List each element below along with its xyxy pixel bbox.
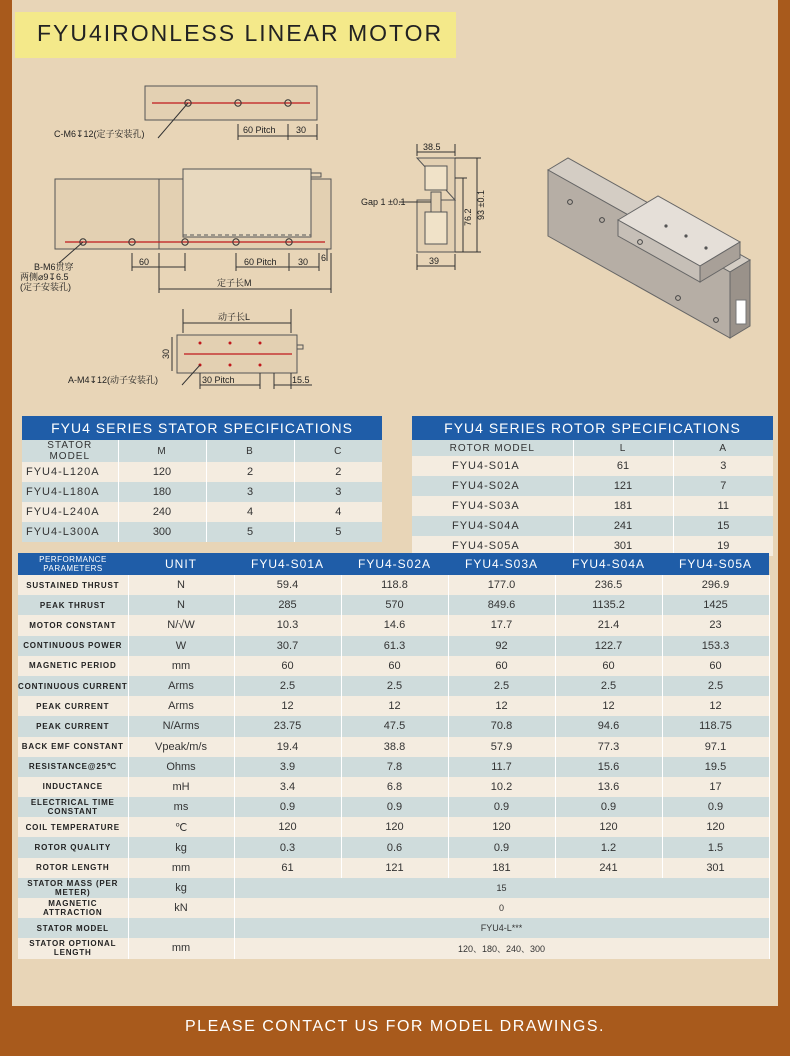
b-hole-line-2: 两侧⌀9↧6.5	[20, 272, 69, 282]
mount-hole	[704, 246, 707, 249]
value-cell: 3.9	[234, 757, 341, 777]
value-cell: 120	[234, 817, 341, 837]
value-cell: 177.0	[448, 575, 555, 595]
param-name-cell: MAGNETIC ATTRACTION	[18, 898, 128, 918]
unit-cell	[128, 918, 234, 938]
table-cell: 11	[673, 496, 773, 516]
value-cell: 12	[341, 696, 448, 716]
stator-top-view-drawing	[40, 80, 330, 150]
rotor-model-cell: FYU4-S01A	[412, 456, 573, 476]
footer-text: PLEASE CONTACT US FOR MODEL DRAWINGS.	[185, 1018, 605, 1035]
table-cell: 19	[673, 536, 773, 556]
table-row	[22, 522, 382, 542]
unit-cell: N	[128, 595, 234, 615]
perf-header-s04a: FYU4-S04A	[555, 553, 662, 575]
param-name-cell: PEAK CURRENT	[18, 696, 128, 716]
value-cell: 570	[341, 595, 448, 615]
perf-header-s02a: FYU4-S02A	[341, 553, 448, 575]
unit-cell: ℃	[128, 817, 234, 837]
table-cell: 181	[573, 496, 673, 516]
value-cell: 60	[341, 656, 448, 676]
dim-30b-label: 30	[161, 348, 171, 359]
stator-header-b: B	[206, 440, 294, 462]
mount-hole	[229, 364, 232, 367]
value-cell: 849.6	[448, 595, 555, 615]
table-row	[22, 482, 382, 502]
perf-header-unit: UNIT	[128, 553, 234, 575]
table-row	[18, 837, 769, 857]
unit-cell: N/Arms	[128, 716, 234, 736]
value-cell: 0.9	[341, 797, 448, 817]
table-row	[18, 918, 769, 938]
param-name-cell: SUSTAINED THRUST	[18, 575, 128, 595]
stator-header-model: STATOR MODEL	[22, 440, 118, 462]
unit-cell: kg	[128, 878, 234, 898]
a-hole-label: A-M4↧12(动子安装孔)	[68, 375, 159, 385]
value-cell: 23	[662, 615, 769, 635]
gap-label: Gap 1 ±0.1	[361, 197, 406, 207]
value-cell: 122.7	[555, 636, 662, 656]
table-cell: 121	[573, 476, 673, 496]
value-cell: 47.5	[341, 716, 448, 736]
table-cell: 4	[206, 502, 294, 522]
unit-cell: Vpeak/m/s	[128, 737, 234, 757]
mount-hole	[199, 342, 202, 345]
value-cell: 120	[448, 817, 555, 837]
value-cell: 61	[234, 858, 341, 878]
dim-30-label: 30	[296, 125, 307, 135]
value-cell: 94.6	[555, 716, 662, 736]
value-cell: 3.4	[234, 777, 341, 797]
value-cell: 70.8	[448, 716, 555, 736]
page-title: FYU4IRONLESS LINEAR MOTOR	[37, 20, 444, 46]
value-cell: 17.7	[448, 615, 555, 635]
mount-hole	[684, 234, 687, 237]
table-cell: 240	[118, 502, 206, 522]
dim-762-label: 76.2	[463, 208, 473, 226]
table-row	[18, 615, 769, 635]
unit-cell: Arms	[128, 676, 234, 696]
stator-model-cell: FYU4-L120A	[22, 462, 118, 482]
table-cell: 61	[573, 456, 673, 476]
table-cell: 7	[673, 476, 773, 496]
table-row	[18, 878, 769, 898]
value-cell: 10.2	[448, 777, 555, 797]
value-cell: 0	[234, 898, 769, 918]
unit-cell: Arms	[128, 696, 234, 716]
unit-cell: mm	[128, 656, 234, 676]
table-row	[18, 636, 769, 656]
performance-table-body	[18, 575, 769, 959]
pitch-60-label-2: 60 Pitch	[244, 257, 277, 267]
value-cell: 153.3	[662, 636, 769, 656]
param-name-cell: STATOR OPTIONAL LENGTH	[18, 938, 128, 958]
value-cell: 2.5	[555, 676, 662, 696]
table-row	[18, 938, 769, 958]
rotor-length-label: 动子长L	[218, 312, 251, 322]
rotor-header-a: A	[673, 440, 773, 456]
value-cell: 2.5	[448, 676, 555, 696]
value-cell: 13.6	[555, 777, 662, 797]
value-cell: 60	[555, 656, 662, 676]
mount-hole	[229, 342, 232, 345]
value-cell: 14.6	[341, 615, 448, 635]
rotor-model-cell: FYU4-S04A	[412, 516, 573, 536]
value-cell: 2.5	[341, 676, 448, 696]
stator-length-label: 定子长M	[217, 278, 252, 288]
value-cell: 77.3	[555, 737, 662, 757]
perf-header-s03a: FYU4-S03A	[448, 553, 555, 575]
footer-bar	[0, 1006, 790, 1056]
rotor-model-cell: FYU4-S02A	[412, 476, 573, 496]
value-cell: 17	[662, 777, 769, 797]
pitch-30-label: 30 Pitch	[202, 375, 235, 385]
table-row	[412, 476, 773, 496]
value-cell: FYU4-L***	[234, 918, 769, 938]
unit-cell: mm	[128, 858, 234, 878]
value-cell: 0.3	[234, 837, 341, 857]
title-banner	[15, 12, 456, 58]
stator-header-m: M	[118, 440, 206, 462]
param-name-cell: ROTOR LENGTH	[18, 858, 128, 878]
rotor-table-title: FYU4 SERIES ROTOR SPECIFICATIONS	[412, 416, 773, 440]
value-cell: 2.5	[234, 676, 341, 696]
param-name-cell: STATOR MODEL	[18, 918, 128, 938]
unit-cell: mH	[128, 777, 234, 797]
pitch-60-label: 60 Pitch	[243, 125, 276, 135]
param-name-cell: COIL TEMPERATURE	[18, 817, 128, 837]
value-cell: 296.9	[662, 575, 769, 595]
stator-header-c: C	[294, 440, 382, 462]
value-cell: 0.9	[555, 797, 662, 817]
value-cell: 12	[234, 696, 341, 716]
table-cell: 5	[206, 522, 294, 542]
dim-60-label: 60	[139, 257, 150, 267]
table-cell: 3	[673, 456, 773, 476]
table-row	[18, 575, 769, 595]
table-row	[412, 456, 773, 476]
unit-cell: mm	[128, 938, 234, 958]
value-cell: 6.8	[341, 777, 448, 797]
unit-cell: Ohms	[128, 757, 234, 777]
value-cell: 92	[448, 636, 555, 656]
value-cell: 1.2	[555, 837, 662, 857]
value-cell: 57.9	[448, 737, 555, 757]
value-cell: 12	[662, 696, 769, 716]
value-cell: 11.7	[448, 757, 555, 777]
value-cell: 30.7	[234, 636, 341, 656]
performance-table	[18, 553, 770, 959]
value-cell: 120	[341, 817, 448, 837]
unit-cell: N	[128, 575, 234, 595]
table-row	[18, 716, 769, 736]
value-cell: 59.4	[234, 575, 341, 595]
table-row	[18, 595, 769, 615]
dim-93-label: 93 ±0.1	[476, 190, 486, 220]
param-name-cell: RESISTANCE@25℃	[18, 757, 128, 777]
unit-cell: kN	[128, 898, 234, 918]
rotor-spec-table	[412, 416, 773, 556]
b-hole-note	[20, 262, 74, 292]
value-cell: 19.4	[234, 737, 341, 757]
rotor-model-cell: FYU4-S05A	[412, 536, 573, 556]
table-cell: 180	[118, 482, 206, 502]
value-cell: 120	[662, 817, 769, 837]
value-cell: 60	[448, 656, 555, 676]
table-cell: 4	[294, 502, 382, 522]
stator-model-cell: FYU4-L180A	[22, 482, 118, 502]
table-row	[412, 516, 773, 536]
value-cell: 12	[555, 696, 662, 716]
param-name-cell: BACK EMF CONSTANT	[18, 737, 128, 757]
unit-cell: N/√W	[128, 615, 234, 635]
value-cell: 15	[234, 878, 769, 898]
value-cell: 1.5	[662, 837, 769, 857]
dim-30-label-2: 30	[298, 257, 309, 267]
mount-hole	[259, 342, 262, 345]
value-cell: 285	[234, 595, 341, 615]
value-cell: 1425	[662, 595, 769, 615]
value-cell: 1135.2	[555, 595, 662, 615]
table-cell: 5	[294, 522, 382, 542]
rotor-header-model: ROTOR MODEL	[412, 440, 573, 456]
mount-hole	[259, 364, 262, 367]
value-cell: 0.9	[234, 797, 341, 817]
value-cell: 120、180、240、300	[234, 938, 769, 958]
value-cell: 10.3	[234, 615, 341, 635]
perf-header-params: PERFORMANCE PARAMETERS	[18, 553, 128, 575]
value-cell: 2.5	[662, 676, 769, 696]
value-cell: 118.8	[341, 575, 448, 595]
value-cell: 21.4	[555, 615, 662, 635]
table-cell: 2	[206, 462, 294, 482]
table-cell: 300	[118, 522, 206, 542]
table-row	[18, 676, 769, 696]
b-hole-line-3: (定子安装孔)	[20, 282, 71, 292]
table-cell: 120	[118, 462, 206, 482]
table-row	[18, 817, 769, 837]
table-row	[22, 462, 382, 482]
value-cell: 12	[448, 696, 555, 716]
table-row	[18, 858, 769, 878]
value-cell: 38.8	[341, 737, 448, 757]
unit-cell: ms	[128, 797, 234, 817]
param-name-cell: ROTOR QUALITY	[18, 837, 128, 857]
table-cell: 301	[573, 536, 673, 556]
value-cell: 60	[234, 656, 341, 676]
table-row	[18, 737, 769, 757]
param-name-cell: INDUCTANCE	[18, 777, 128, 797]
value-cell: 97.1	[662, 737, 769, 757]
table-row	[412, 496, 773, 516]
unit-cell: W	[128, 636, 234, 656]
value-cell: 301	[662, 858, 769, 878]
value-cell: 15.6	[555, 757, 662, 777]
table-cell: 15	[673, 516, 773, 536]
value-cell: 241	[555, 858, 662, 878]
table-row	[18, 757, 769, 777]
mount-hole	[664, 224, 667, 227]
rotor-model-cell: FYU4-S03A	[412, 496, 573, 516]
table-row	[18, 797, 769, 817]
value-cell: 0.9	[448, 837, 555, 857]
table-cell: 241	[573, 516, 673, 536]
stator-spec-table	[22, 416, 382, 542]
c-hole-label: C-M6↧12(定子安装孔)	[54, 129, 145, 139]
value-cell: 118.75	[662, 716, 769, 736]
value-cell: 61.3	[341, 636, 448, 656]
stator-model-cell: FYU4-L240A	[22, 502, 118, 522]
rotor-header-l: L	[573, 440, 673, 456]
stator-table-title: FYU4 SERIES STATOR SPECIFICATIONS	[22, 416, 382, 440]
table-row	[18, 696, 769, 716]
table-row	[18, 656, 769, 676]
dim-155-label: 15.5	[292, 375, 310, 385]
motor-3d-illustration	[540, 150, 770, 350]
value-cell: 0.6	[341, 837, 448, 857]
param-name-cell: CONTINUOUS CURRENT	[18, 676, 128, 696]
rotor-view-drawing	[60, 305, 330, 390]
value-cell: 236.5	[555, 575, 662, 595]
dim-6-label: 6	[321, 253, 327, 263]
value-cell: 7.8	[341, 757, 448, 777]
value-cell: 120	[555, 817, 662, 837]
value-cell: 0.9	[448, 797, 555, 817]
value-cell: 23.75	[234, 716, 341, 736]
unit-cell: kg	[128, 837, 234, 857]
table-cell: 3	[294, 482, 382, 502]
value-cell: 60	[662, 656, 769, 676]
dim-385-label: 38.5	[423, 142, 441, 152]
dim-39-label: 39	[429, 256, 440, 266]
param-name-cell: PEAK THRUST	[18, 595, 128, 615]
param-name-cell: MOTOR CONSTANT	[18, 615, 128, 635]
table-row	[18, 898, 769, 918]
stator-model-cell: FYU4-L300A	[22, 522, 118, 542]
param-name-cell: MAGNETIC PERIOD	[18, 656, 128, 676]
param-name-cell: ELECTRICAL TIME CONSTANT	[18, 797, 128, 817]
value-cell: 0.9	[662, 797, 769, 817]
perf-header-s05a: FYU4-S05A	[662, 553, 769, 575]
table-row	[22, 502, 382, 522]
performance-header-row	[18, 553, 769, 575]
table-cell: 2	[294, 462, 382, 482]
param-name-cell: STATOR MASS (PER METER)	[18, 878, 128, 898]
value-cell: 121	[341, 858, 448, 878]
param-name-cell: PEAK CURRENT	[18, 716, 128, 736]
b-hole-line-1: B-M6贯穿	[34, 262, 74, 272]
perf-header-s01a: FYU4-S01A	[234, 553, 341, 575]
table-row	[18, 777, 769, 797]
value-cell: 19.5	[662, 757, 769, 777]
cross-section-drawing	[355, 140, 495, 275]
table-cell: 3	[206, 482, 294, 502]
param-name-cell: CONTINUOUS POWER	[18, 636, 128, 656]
value-cell: 181	[448, 858, 555, 878]
